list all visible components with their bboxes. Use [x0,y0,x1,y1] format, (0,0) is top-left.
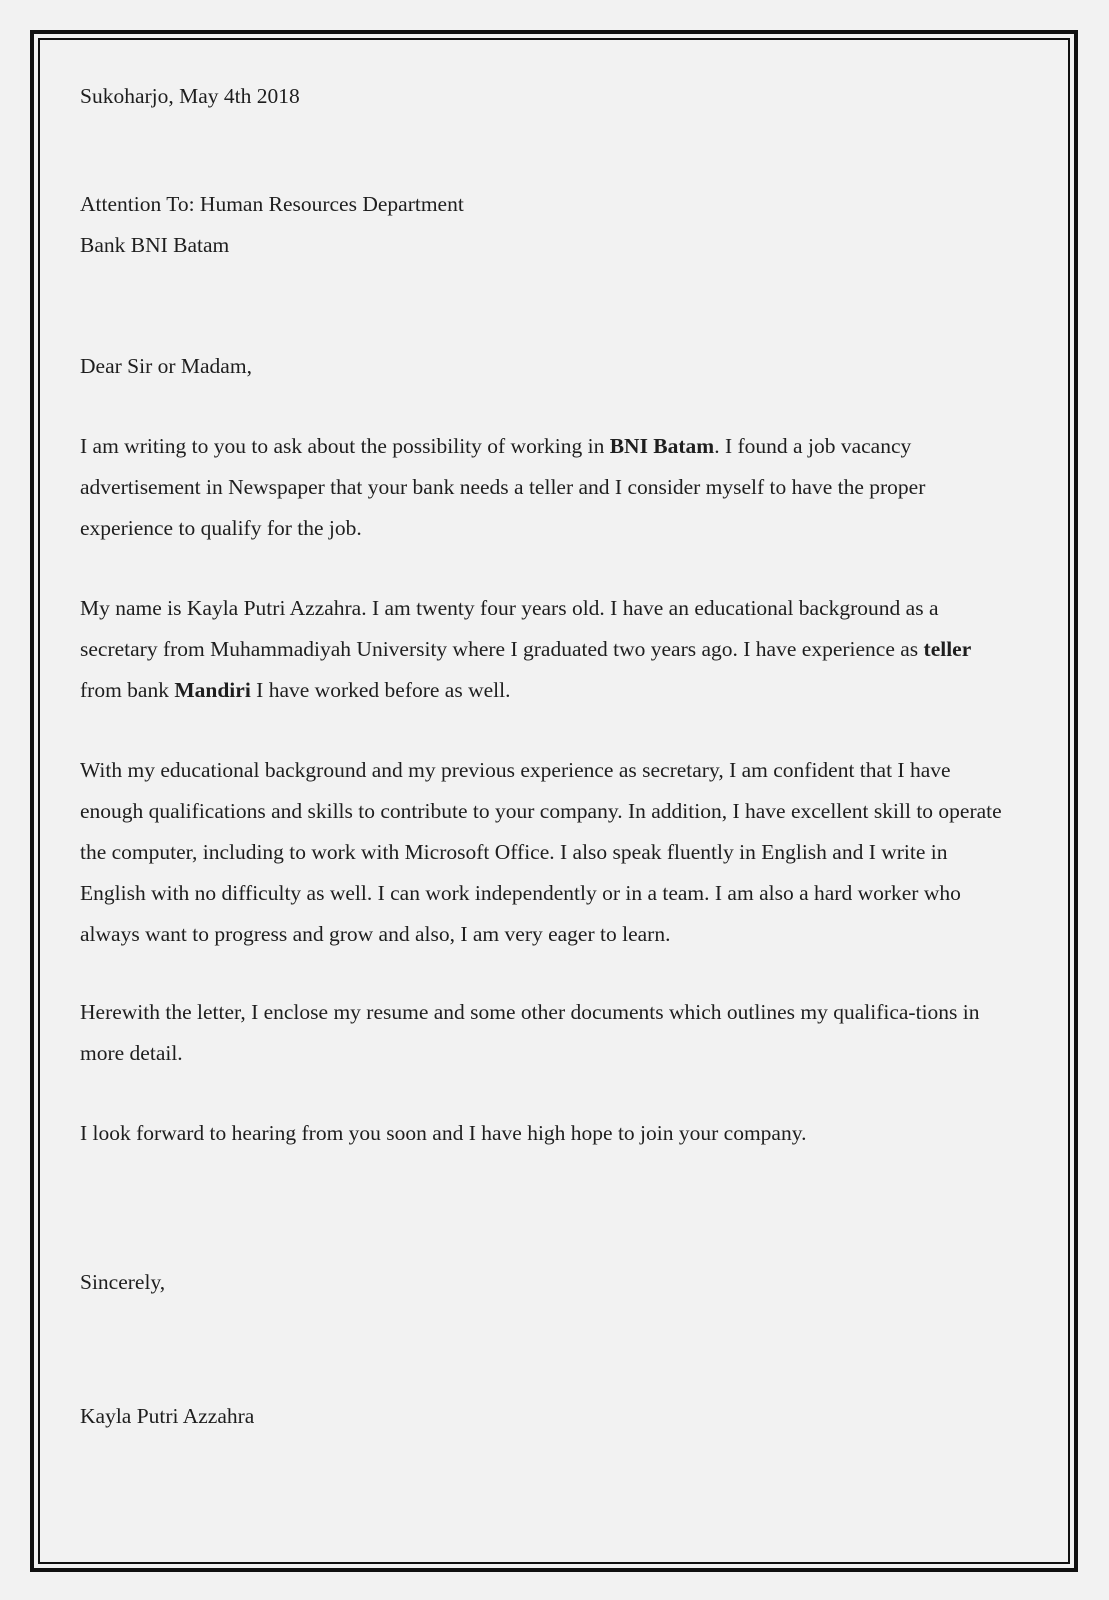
paragraph-background-bold-role: teller [923,637,972,661]
paragraph-closing-remark: I look forward to hearing from you soon and I have high hope to join your company. [80,1121,807,1145]
attention-line: Attention To: Human Resources Department [80,192,464,216]
paragraph-intro-bold-bank: BNI Batam [609,434,715,458]
paragraph-background [80,588,1015,711]
signature-name: Kayla Putri Azzahra [80,1404,255,1428]
paragraph-intro-text-b: . I found a job vacancy advertisement in Newspaper that your bank needs a teller and I consider myself to have the proper experience to qualify for the job. [80,434,926,540]
paragraph-intro-text-a: I am writing to you to ask about the possibility of working in [80,434,610,458]
paragraph-enclosure: Herewith the letter, I enclose my resume and some other documents which outlines my qualifica-tions in more detail. [80,1000,980,1065]
paragraph-intro [80,426,1015,549]
closing: Sincerely, [80,1270,166,1294]
paragraph-background-text-b: from bank [80,678,175,702]
paragraph-background-bold-bank: Mandiri [174,678,251,702]
paragraph-qualifications: With my educational background and my previous experience as secretary, I am confident that I have enough qualifications and skills to contribute to your company. In addition, I have excellent skill to operate the computer, including to work with Microsoft Office. I also speak fluently in English and I write in English with no difficulty as well. I can work independently or in a team. I am also a hard worker who always want to progress and grow and also, I am very eager to learn. [80,758,1002,946]
place-date: Sukoharjo, May 4th 2018 [80,84,300,108]
paragraph-background-text-a: My name is Kayla Putri Azzahra. I am twenty four years old. I have an educational background as a secretary from Muhammadiyah University where I graduated two years ago. I have experience as [80,596,939,661]
recipient-line: Bank BNI Batam [80,233,230,257]
salutation: Dear Sir or Madam, [80,354,252,378]
paragraph-background-text-c: I have worked before as well. [250,678,511,702]
